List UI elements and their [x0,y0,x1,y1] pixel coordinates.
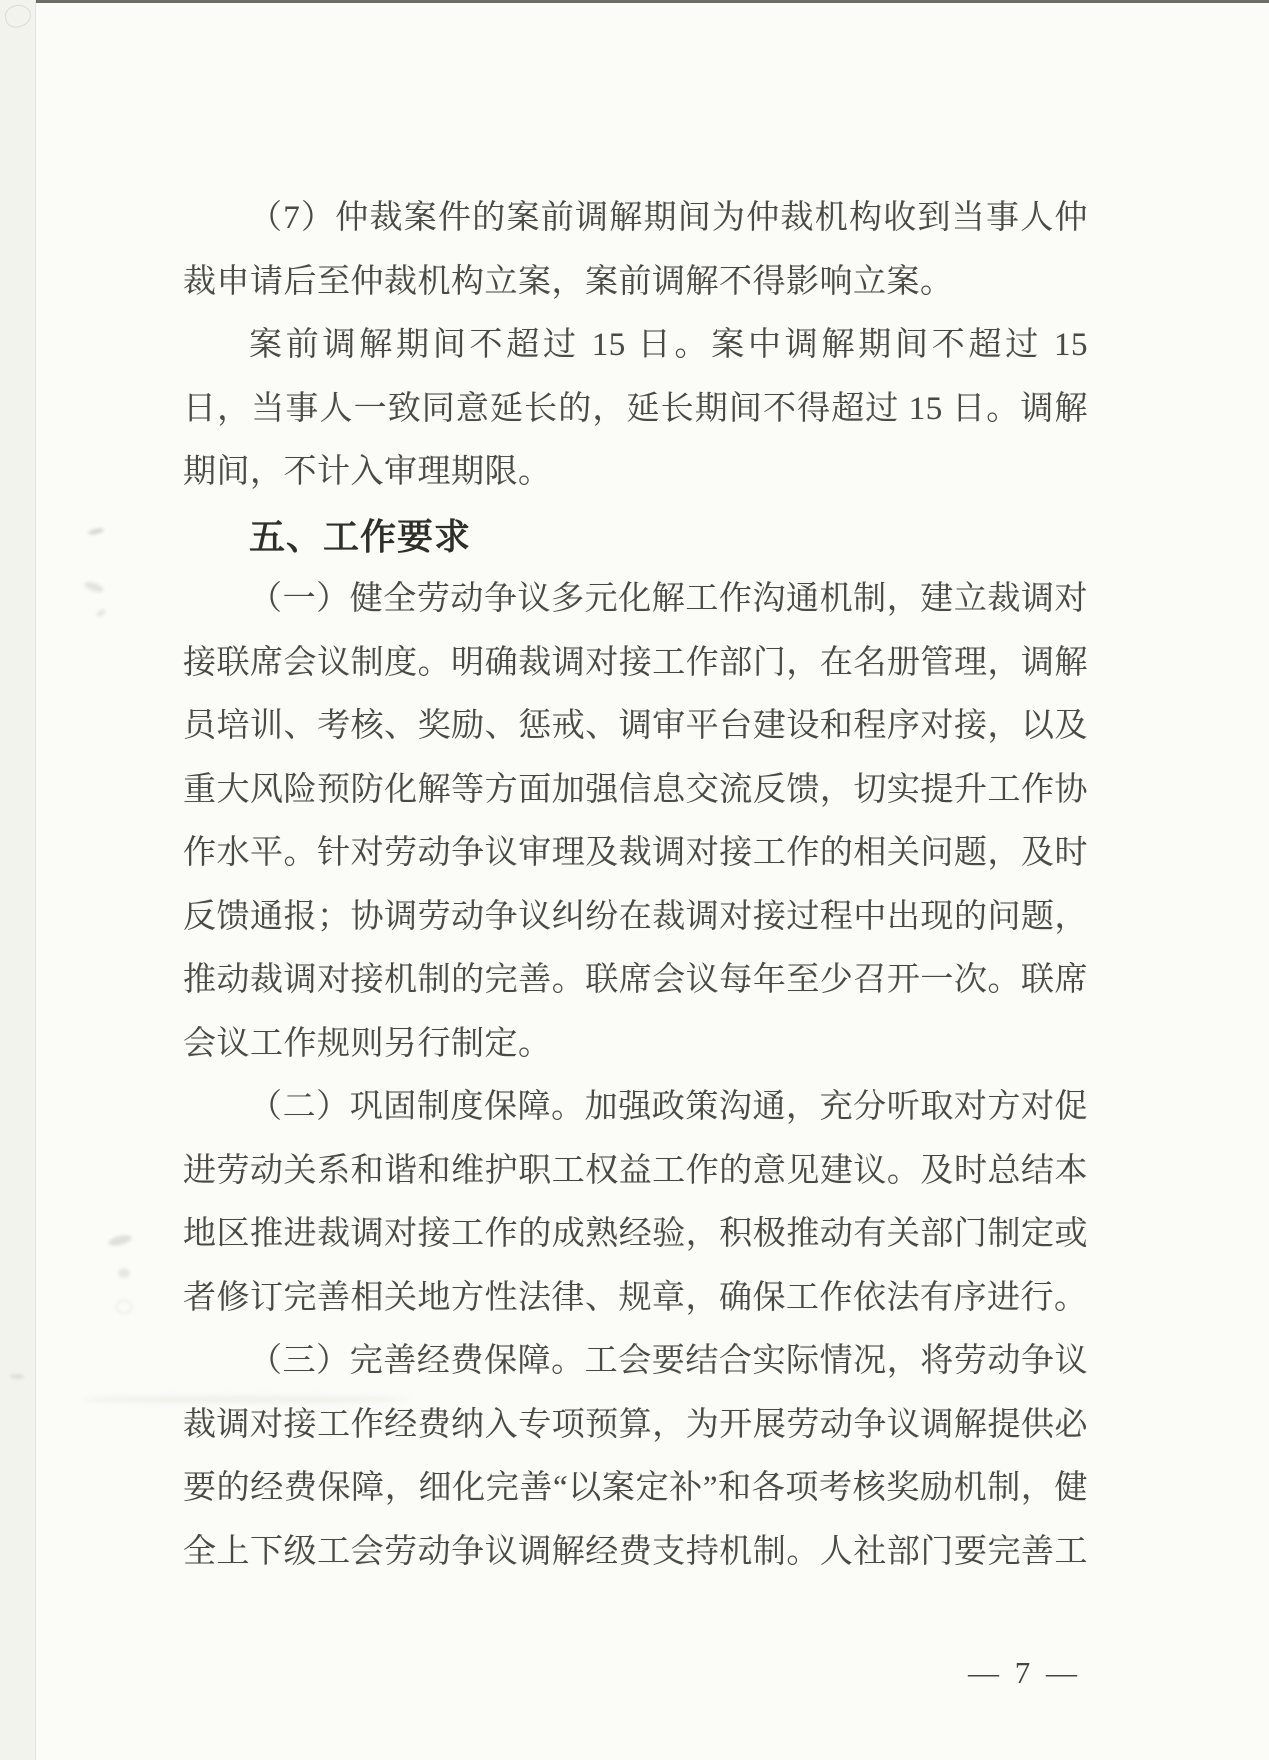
scan-smudge [118,1268,130,1278]
scan-smudge [10,1374,24,1379]
text-line: 重大风险预防化解等方面加强信息交流反馈，切实提升工作协 [183,771,1088,808]
scan-smudge [116,1300,132,1314]
text-line: 案前调解期间不超过 15 日。案中调解期间不超过 15 [249,327,1088,363]
paragraph [183,1330,1088,1584]
section-heading [183,505,1088,569]
paragraph [183,314,1088,505]
text-line: 接联席会议制度。明确裁调对接工作部门，在名册管理，调解 [183,644,1088,681]
text-line: 裁申请后至仲裁机构立案，案前调解不得影响立案。 [183,263,954,300]
text-line: 地区推进裁调对接工作的成熟经验，积极推动有关部门制定或 [183,1216,1088,1252]
scan-smudge [83,580,105,594]
text-line: 期间，不计入审理期限。 [183,454,552,490]
text-line: （二）巩固制度保障。加强政策沟通，充分听取对方对促 [249,1089,1088,1125]
scan-smudge [107,1233,132,1248]
scan-edge-line [28,0,1269,3]
text-line: 日，当事人一致同意延长的，延长期间不得超过 15 日。调解 [183,390,1088,427]
paragraph [183,568,1088,1076]
text-line: 推动裁调对接机制的完善。联席会议每年至少召开一次。联席 [183,962,1088,998]
scan-left-margin-band [0,0,36,1760]
text-line: 员培训、考核、奖励、惩戒、调审平台建设和程序对接，以及 [183,708,1088,744]
text-line: 进劳动关系和谐和维护职工权益工作的意见建议。及时总结本 [183,1152,1088,1189]
text-line: （三）完善经费保障。工会要结合实际情况，将劳动争议 [249,1343,1088,1379]
text-line: 裁调对接工作经费纳入专项预算，为开展劳动争议调解提供必 [183,1406,1088,1443]
text-line: 五、工作要求 [249,515,472,557]
paragraph [183,1076,1088,1330]
text-line: （一）健全劳动争议多元化解工作沟通机制，建立裁调对 [249,581,1088,617]
text-line: 全上下级工会劳动争议调解经费支持机制。人社部门要完善工 [183,1533,1088,1570]
text-line: 者修订完善相关地方性法律、规章，确保工作依法有序进行。 [183,1279,1088,1316]
page-number: — 7 — [968,1655,1081,1690]
text-line: 要的经费保障，细化完善“以案定补”和各项考核奖励机制，健 [183,1470,1088,1506]
scan-smudge [88,527,105,535]
text-line: 反馈通报；协调劳动争议纠纷在裁调对接过程中出现的问题， [183,898,1088,935]
scan-smudge [95,608,107,618]
text-line: 会议工作规则另行制定。 [183,1025,552,1062]
text-line: 作水平。针对劳动争议审理及裁调对接工作的相关问题，及时 [183,835,1088,871]
document-body [183,187,1088,1584]
paragraph [183,187,1088,314]
text-line: （7）仲裁案件的案前调解期间为仲裁机构收到当事人仲 [249,200,1088,236]
